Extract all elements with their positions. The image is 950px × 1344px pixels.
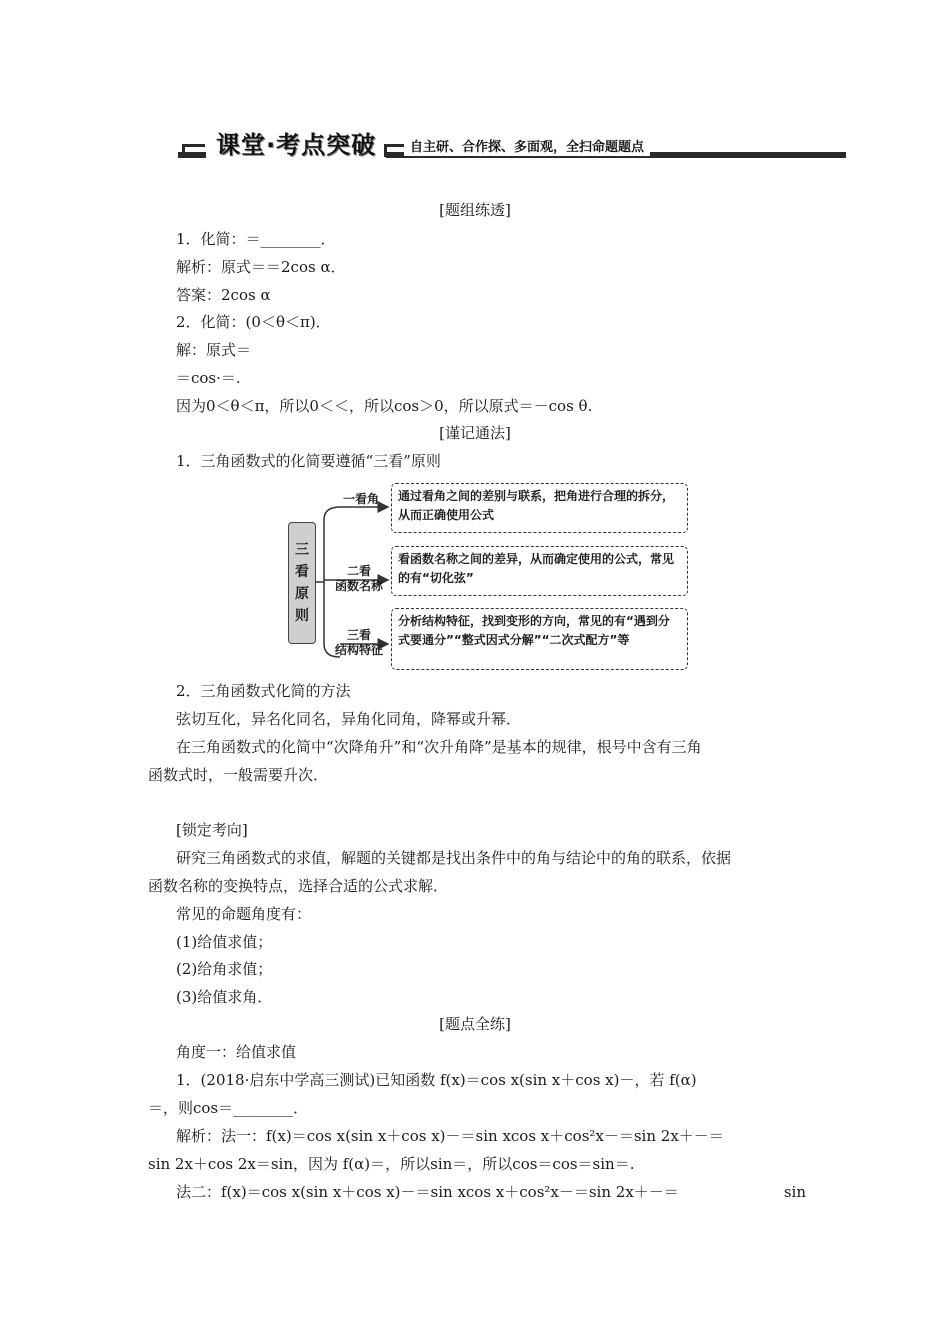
direction-item: (1)给值求值；: [176, 933, 273, 951]
problem-1-analysis: sin 2x＋cos 2x＝sin，因为 f(α)＝，所以sin＝，所以cos＝cos＝sin＝.: [148, 1155, 635, 1173]
direction-text: 常见的命题角度有：: [176, 905, 312, 923]
problem-1-cont: ＝，则cos＝________．: [148, 1099, 309, 1117]
question-1: 1．化简：＝________．: [176, 230, 336, 248]
question-2-solution: 解：原式＝: [176, 341, 252, 359]
question-1-analysis: 解析：原式＝＝2cos α．: [176, 258, 346, 276]
three-looks-diagram: [288, 480, 698, 675]
branch-label-line: 结构特征: [334, 643, 383, 657]
branch-label-angle: 一看角: [342, 492, 379, 506]
question-2-step: ＝cos·＝.: [176, 369, 241, 387]
banner-title: 课堂·考点突破: [206, 132, 386, 158]
root-char: 三: [295, 542, 309, 558]
angle-heading: 角度一：给值求值: [176, 1043, 297, 1061]
question-2: 2．化简：(0＜θ＜π)．: [176, 313, 331, 331]
direction-text: 函数名称的变换特点，选择合适的公式求解．: [148, 877, 449, 895]
diagram-root: [288, 522, 316, 644]
section-banner: [178, 132, 846, 162]
rule-2-note: 在三角函数式的化简中“次降角升”和“次升角降”是基本的规律，根号中含有三角: [176, 738, 702, 756]
branch-label-structure: [330, 628, 388, 658]
direction-text: 研究三角函数式的求值，解题的关键都是找出条件中的角与结论中的角的联系，依据: [176, 849, 732, 867]
direction-item: (2)给角求值；: [176, 960, 273, 978]
branch-label-line: 函数名称: [334, 579, 383, 593]
branch-label-line: 二看: [346, 564, 371, 578]
banner-subtitle: 自主研、合作探、多面观，全扫命题题点: [404, 139, 650, 156]
question-1-answer: 答案：2cos α: [176, 286, 271, 304]
branch-box-angle: 通过看角之间的差别与联系，把角进行合理的拆分，从而正确使用公式: [391, 483, 688, 533]
root-char: 则: [295, 608, 309, 624]
question-2-conclusion: 因为0＜θ＜π，所以0＜＜，所以cos＞0，所以原式＝－cos θ.: [176, 397, 593, 415]
rule-1: 1．三角函数式的化简要遵循“三看”原则: [176, 452, 441, 470]
branch-box-function-name: 看函数名称之间的差异，从而确定使用的公式，常见的有“切化弦”: [391, 546, 688, 596]
branch-label-function-name: [330, 564, 388, 594]
branch-box-structure: 分析结构特征，找到变形的方向，常见的有“遇到分式要通分”“整式因式分解”“二次式配方”等: [391, 608, 688, 670]
method-2-tail: sin: [783, 1183, 806, 1201]
direction-item: (3)给值求角．: [176, 988, 273, 1006]
problem-1: 1．(2018·启东中学高三测试)已知函数 f(x)＝cos x(sin x＋cos x)－，若 f(α): [176, 1071, 697, 1089]
section-heading: [题组练透]: [439, 201, 511, 219]
problem-1-analysis: 解析：法一：f(x)＝cos x(sin x＋cos x)－＝sin xcos x＋cos²x－＝sin 2x＋－＝: [176, 1127, 724, 1145]
rule-2-body: 弦切互化，异名化同名，异角化同角，降幂或升幂．: [176, 710, 522, 728]
root-char: 看: [295, 564, 309, 580]
branch-label-line: 三看: [346, 628, 371, 642]
banner-ornament: [182, 144, 205, 157]
section-heading: [题点全练]: [439, 1015, 511, 1033]
section-heading: [锁定考向]: [176, 821, 248, 839]
rule-2-note: 函数式时，一般需要升次．: [148, 766, 329, 784]
rule-2: 2．三角函数式化简的方法: [176, 682, 351, 700]
problem-1-method-2: [176, 1182, 806, 1202]
section-heading: [谨记通法]: [439, 424, 511, 442]
method-2-text: 法二：f(x)＝cos x(sin x＋cos x)－＝sin xcos x＋cos²x－＝sin 2x＋－＝: [176, 1183, 679, 1201]
root-char: 原: [295, 586, 309, 602]
